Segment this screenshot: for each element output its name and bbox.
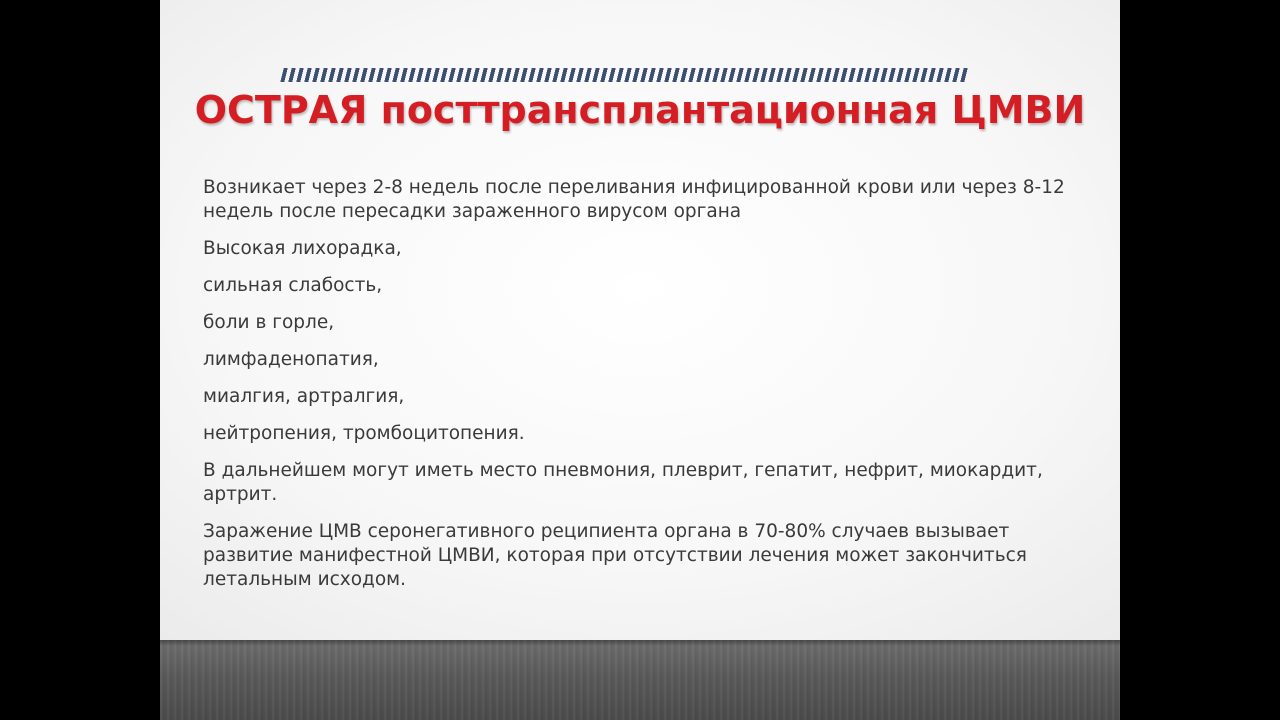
slide-body	[203, 176, 1073, 605]
paragraph-lymphadenopathy: лимфаденопатия,	[203, 349, 379, 370]
decorative-stripe	[280, 68, 969, 82]
slide-title: ОСТРАЯ посттрансплантационная ЦМВИ	[194, 88, 1086, 132]
paragraph-myalgia: миалгия, артралгия,	[203, 386, 405, 407]
paragraph-neutropenia: нейтропения, тромбоцитопения.	[203, 423, 525, 444]
paragraph-sore-throat: боли в горле,	[203, 312, 335, 333]
slide	[160, 0, 1120, 720]
paragraph-fever: Высокая лихорадка,	[203, 238, 402, 259]
paragraph-weakness: сильная слабость,	[203, 275, 383, 296]
paragraph-onset: Возникает через 2-8 недель после переливания инфицированной крови или через 8-12 недель после пересадки зараженного вирусом органа	[203, 177, 1065, 222]
paragraph-complications: В дальнейшем могут иметь место пневмония, плеврит, гепатит, нефрит, миокардит, артрит.	[203, 460, 1043, 505]
paragraph-infection-outcome: Заражение ЦМВ серонегативного реципиента органа в 70-80% случаев вызывает развитие манифестной ЦМВИ, которая при отсутствии лечения может закончиться летальным исходом.	[203, 521, 1027, 590]
floor-background	[160, 640, 1120, 720]
